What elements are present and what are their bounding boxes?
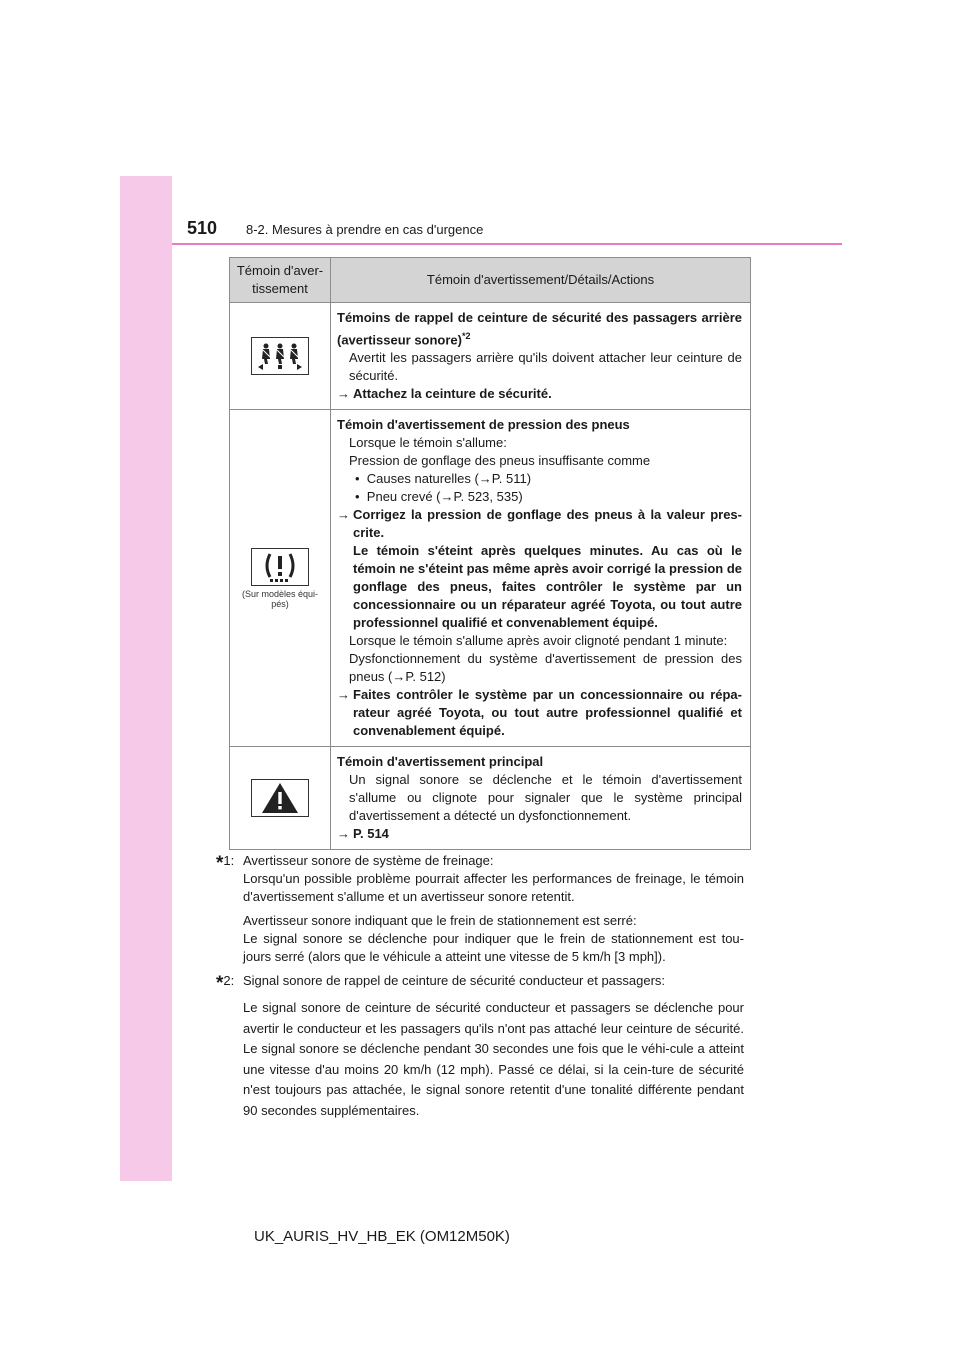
arrow-icon: → [337,507,350,523]
row-title: Témoin d'avertissement de pression des pneus [337,417,630,433]
footnote-2 [216,972,744,993]
row-details [331,747,751,850]
arrow-icon: → [392,669,406,685]
row-detail: Lorsque le témoin s'allume: [349,435,507,451]
row-action: → Faites contrôler le système par un concessionnaire ou répa-rateur agréé Toyota, ou tout autre professionnel qualifié et convenablement équipé. [337,687,742,739]
footnote-text: Le signal sonore se déclenche pour indiquer que le frein de stationnement est tou-jours serré (alors que le véhicule a atteint une vitesse de 5 km/h [3 mph]). [243,931,744,964]
arrow-icon: → [337,687,350,703]
master-warning-icon [251,779,309,817]
row-detail: Pression de gonflage des pneus insuffisante comme [349,453,651,469]
footnote-paragraph [216,912,744,966]
footnotes [216,852,744,1121]
column-header-details: Témoin d'avertissement/Détails/Actions [331,258,751,303]
icon-cell [230,410,331,747]
row-action: → Attachez la ceinture de sécurité. [337,386,552,402]
row-action: → Corrigez la pression de gonflage des pneus à la valeur pres-crite. [337,507,742,541]
row-title: Témoins de rappel de ceinture de sécurité des passagers arrière (avertisseur sonore)$^{*2}$ [337,310,742,348]
row-detail: Un signal sonore se déclenche et le témoin d'avertissement s'allume ou clignote pour signaler que le système principal d'avertissement a détecté un dysfonctionnement. [349,772,742,824]
row-action: → P. 514 [337,826,389,842]
footnote-title: Avertisseur sonore de système de freinage: [243,853,494,868]
icon-cell [230,747,331,850]
row-title: Témoin d'avertissement principal [337,754,544,770]
table-row [230,303,751,410]
warning-light-table [229,257,751,850]
list-item: • Pneu crevé (→P. 523, 535) [355,489,523,505]
chapter-side-band [120,176,172,1181]
column-header-light: Témoin d'aver-tissement [230,258,331,303]
footnote-title: Avertisseur sonore indiquant que le frein de stationnement est serré: [243,913,637,928]
footer-model-code: UK_AURIS_HV_HB_EK (OM12M50K) [254,1228,510,1245]
footnote-text: Lorsqu'un possible problème pourrait affecter les performances de freinage, le témoin d'avertissement s'allume et un avertisseur sonore retentit. [243,871,744,904]
table-row [230,410,751,747]
footnote-text: Le signal sonore de ceinture de sécurité conducteur et passagers se déclenche pour avertir le conducteur et les passagers qu'ils n'ont pas attaché leur ceinture de sécurité. Le signal sonore se déclenche pendant 30 secondes une fois que le véhi-cule a atteint une vitesse d'au moins 20 km/h (12 mph). Passé ce délai, si la cein-ture de sécurité n'est toujours pas attachée, le signal sonore retentit d'une tonalité différente pendant 90 secondes supplémentaires. [243,1000,744,1118]
table-header-row [230,258,751,303]
footnote-1 [216,852,744,906]
footnote-title: Signal sonore de rappel de ceinture de sécurité conducteur et passagers: [243,973,666,988]
arrow-icon: → [337,826,350,842]
header-rule [172,243,842,245]
row-detail: Dysfonctionnement du système d'avertissement de pression des pneus (→P. 512) [349,651,742,685]
row-detail: Lorsque le témoin s'allume après avoir clignoté pendant 1 minute: [349,633,728,649]
arrow-icon: → [440,489,454,505]
icon-cell [230,303,331,410]
table-row [230,747,751,850]
row-details [331,410,751,747]
tire-pressure-warning-icon [251,548,309,586]
arrow-icon: → [478,471,492,487]
footnote-mark: *2: [216,973,235,994]
section-title: 8-2. Mesures à prendre en cas d'urgence [246,222,484,237]
row-details [331,303,751,410]
footnote-ref: *2 [462,331,471,341]
arrow-icon: → [337,386,350,402]
page-number: 510 [187,218,218,238]
rear-seatbelt-reminder-icon [251,337,309,375]
row-action-detail: Le témoin s'éteint après quelques minutes. Au cas où le témoin ne s'éteint pas même après avoir corrigé la pression de gonflage des pneus, faites contrôler le système par un concessionnaire ou un réparateur agréé Toyota, ou tout autre professionnel qualifié et convenablement équipé. [353,543,742,631]
list-item: • Causes naturelles (→P. 511) [355,471,532,487]
footnote-mark: *1: [216,853,235,874]
row-detail: Avertit les passagers arrière qu'ils doivent attacher leur ceinture de sécurité. [349,350,742,384]
icon-note: (Sur modèles équi-pés) [241,588,319,609]
